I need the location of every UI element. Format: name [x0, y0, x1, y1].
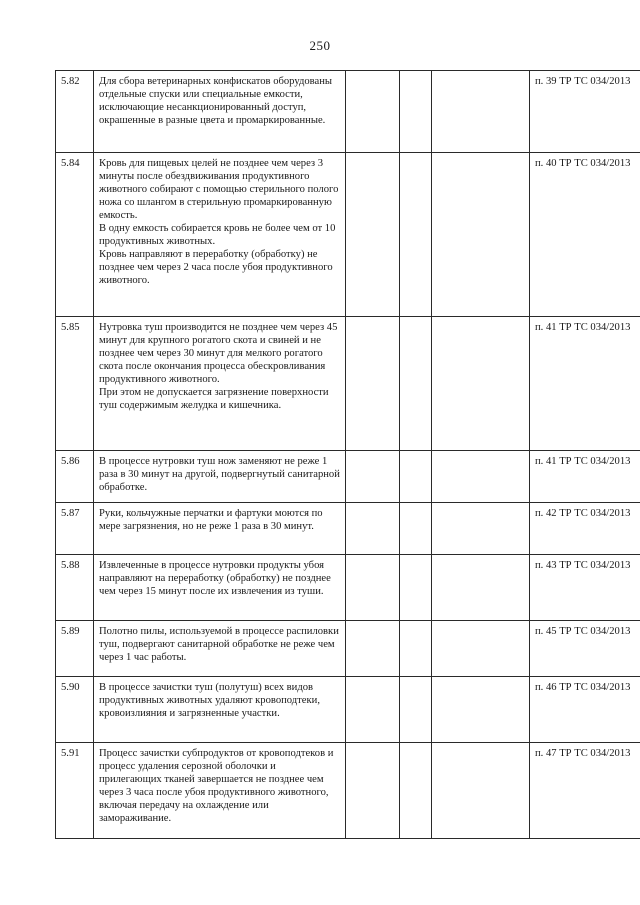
- empty-cell: [346, 555, 400, 621]
- empty-cell: [400, 451, 432, 503]
- requirement-text: [94, 153, 346, 317]
- table-row: [56, 743, 640, 839]
- table-row: [56, 153, 640, 317]
- row-number: 5.91: [56, 743, 94, 839]
- empty-cell: [346, 621, 400, 677]
- empty-cell: [432, 621, 530, 677]
- regulation-reference: п. 45 ТР ТС 034/2013: [530, 621, 640, 677]
- empty-cell: [346, 677, 400, 743]
- regulation-reference: п. 41 ТР ТС 034/2013: [530, 317, 640, 451]
- table-row: [56, 317, 640, 451]
- table-row: [56, 451, 640, 503]
- requirements-table: [55, 70, 640, 839]
- requirement-paragraph: Кровь направляют в переработку (обработку) не позднее чем через 2 часа после убоя продуктивного животного.: [99, 249, 333, 286]
- empty-cell: [400, 743, 432, 839]
- regulation-reference: п. 41 ТР ТС 034/2013: [530, 451, 640, 503]
- requirement-text: [94, 451, 346, 503]
- requirement-text: [94, 71, 346, 153]
- requirement-paragraph: Нутровка туш производится не позднее чем через 45 минут для крупного рогатого скота и свиней и не позднее чем через 30 минут для мелкого рогатого скота после окончания процесса обескровливания продуктивного животного.: [99, 322, 338, 385]
- row-number: 5.82: [56, 71, 94, 153]
- row-number: 5.90: [56, 677, 94, 743]
- requirement-paragraph: Руки, кольчужные перчатки и фартуки моются по мере загрязнения, но не реже 1 раза в 30 минут.: [99, 508, 323, 532]
- table-row: [56, 555, 640, 621]
- requirement-text: [94, 621, 346, 677]
- table-row: [56, 71, 640, 153]
- table-row: [56, 621, 640, 677]
- regulation-reference: п. 46 ТР ТС 034/2013: [530, 677, 640, 743]
- requirement-paragraph: Полотно пилы, используемой в процессе распиловки туш, подвергают санитарной обработке не реже чем через 1 час работы.: [99, 626, 339, 663]
- empty-cell: [432, 743, 530, 839]
- table-row: [56, 503, 640, 555]
- empty-cell: [400, 555, 432, 621]
- row-number: 5.89: [56, 621, 94, 677]
- regulation-reference: п. 40 ТР ТС 034/2013: [530, 153, 640, 317]
- row-number: 5.86: [56, 451, 94, 503]
- requirement-paragraph: В процессе зачистки туш (полутуш) всех видов продуктивных животных удаляют кровоподтеки, кровоизлияния и загрязненные участки.: [99, 682, 320, 719]
- requirement-text: [94, 503, 346, 555]
- requirement-paragraph: Кровь для пищевых целей не позднее чем через 3 минуты после обездвиживания продуктивного животного собирают с помощью стерильного полого ножа со шлангом в стерильную промаркированную емкость.: [99, 158, 339, 221]
- empty-cell: [432, 451, 530, 503]
- requirement-paragraph: В процессе нутровки туш нож заменяют не реже 1 раза в 30 минут на другой, подвергнутый санитарной обработке.: [99, 456, 340, 493]
- empty-cell: [432, 71, 530, 153]
- row-number: 5.84: [56, 153, 94, 317]
- empty-cell: [400, 317, 432, 451]
- empty-cell: [432, 503, 530, 555]
- empty-cell: [400, 503, 432, 555]
- empty-cell: [346, 451, 400, 503]
- empty-cell: [346, 71, 400, 153]
- regulation-reference: п. 39 ТР ТС 034/2013: [530, 71, 640, 153]
- requirement-text: [94, 743, 346, 839]
- requirement-paragraph: В одну емкость собирается кровь не более чем от 10 продуктивных животных.: [99, 223, 336, 247]
- empty-cell: [432, 555, 530, 621]
- empty-cell: [346, 153, 400, 317]
- empty-cell: [346, 503, 400, 555]
- regulation-reference: п. 42 ТР ТС 034/2013: [530, 503, 640, 555]
- empty-cell: [400, 71, 432, 153]
- empty-cell: [400, 621, 432, 677]
- requirement-text: [94, 317, 346, 451]
- row-number: 5.87: [56, 503, 94, 555]
- regulation-reference: п. 43 ТР ТС 034/2013: [530, 555, 640, 621]
- requirement-paragraph: Для сбора ветеринарных конфискатов оборудованы отдельные спуски или специальные емкости, исключающие несанкционированный доступ, окрашенные в разные цвета и промаркированные.: [99, 76, 333, 126]
- empty-cell: [432, 317, 530, 451]
- requirement-paragraph: Извлеченные в процессе нутровки продукты убоя направляют на переработку (обработку) не позднее чем через 15 минут после их извлечения из туши.: [99, 560, 331, 597]
- empty-cell: [346, 317, 400, 451]
- page-number: 250: [309, 38, 331, 53]
- empty-cell: [432, 153, 530, 317]
- table-row: [56, 677, 640, 743]
- empty-cell: [400, 153, 432, 317]
- row-number: 5.85: [56, 317, 94, 451]
- regulation-reference: п. 47 ТР ТС 034/2013: [530, 743, 640, 839]
- requirement-paragraph: Процесс зачистки субпродуктов от кровоподтеков и процесс удаления серозной оболочки и прилегающих тканей завершается не позднее чем через 3 часа после убоя продуктивного животного, включая передачу на охлаждение или замораживание.: [99, 748, 334, 824]
- requirement-text: [94, 555, 346, 621]
- requirement-paragraph: При этом не допускается загрязнение поверхности туш содержимым желудка и кишечника.: [99, 387, 329, 411]
- row-number: 5.88: [56, 555, 94, 621]
- requirement-text: [94, 677, 346, 743]
- empty-cell: [400, 677, 432, 743]
- empty-cell: [346, 743, 400, 839]
- empty-cell: [432, 677, 530, 743]
